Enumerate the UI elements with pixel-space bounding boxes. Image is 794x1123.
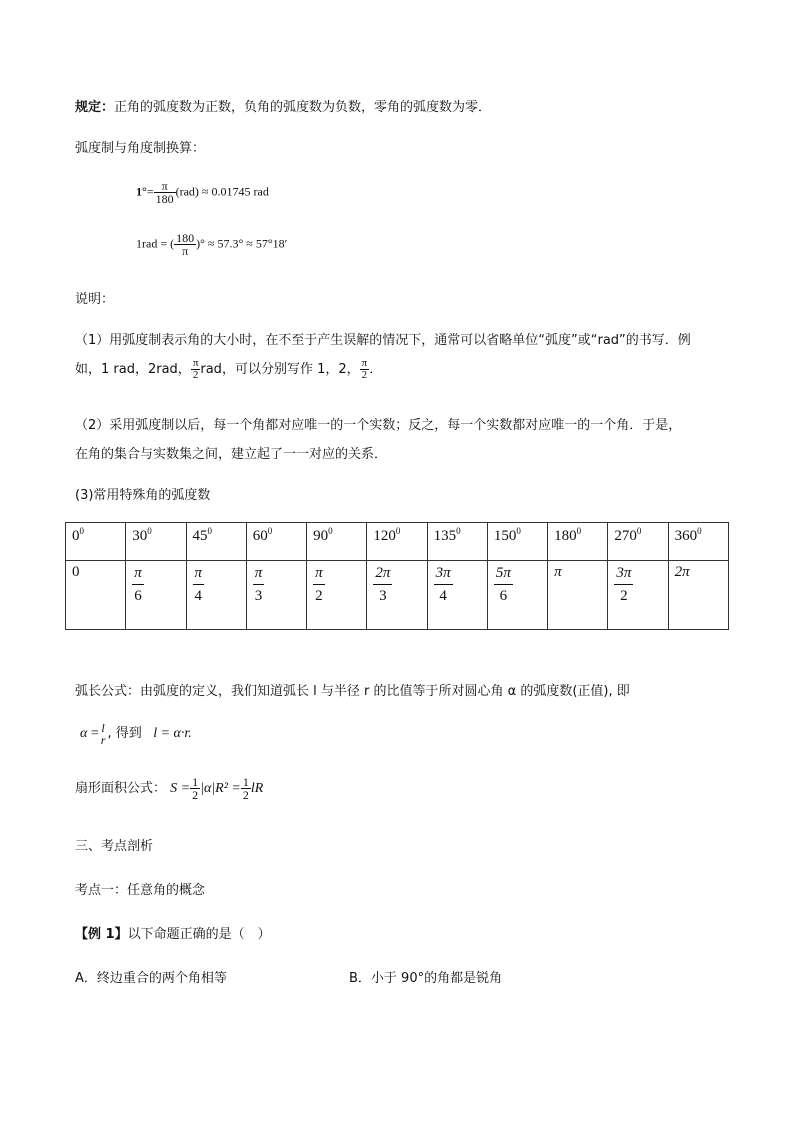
radian-cell xyxy=(548,561,608,630)
degree-superscript: 0 xyxy=(636,526,642,536)
section-title: 三、考点剖析 xyxy=(75,839,154,854)
degree-superscript: 0 xyxy=(456,526,461,536)
radian-fraction xyxy=(434,566,453,604)
special-angles-table xyxy=(65,522,729,630)
degree-superscript: 0 xyxy=(328,526,333,536)
radian-fraction xyxy=(193,566,205,604)
arc-alpha: α xyxy=(80,726,88,742)
sector-fraction-1-num: 1 xyxy=(192,775,199,789)
point-1-title: 考点一：任意角的概念 xyxy=(75,883,206,898)
arc-length-text: 弧长公式：由弧度的定义，我们知道弧长 l 与半径 r 的比值等于所对圆心角 α 的弧度数(正值), 即 xyxy=(75,684,630,699)
radian-numerator: 5π xyxy=(494,566,513,585)
radian-denominator: 6 xyxy=(134,588,142,604)
degree-cell xyxy=(487,523,547,561)
arc-fraction-den: r xyxy=(100,733,106,747)
note-3-title: (3)常用特殊角的弧度数 xyxy=(75,488,211,503)
rule-label: 规定： xyxy=(75,100,115,115)
radian-row xyxy=(66,561,729,630)
rule-line xyxy=(75,96,491,115)
notes-title: 说明： xyxy=(75,292,115,307)
degree-value: 270 xyxy=(614,528,637,544)
radian-cell xyxy=(608,561,668,630)
radian-cell xyxy=(668,561,728,630)
note-1-fraction-2-num: π xyxy=(361,357,368,369)
sector-fraction-2-den: 2 xyxy=(242,788,249,802)
example-1-label: 【例 1】 xyxy=(75,927,128,942)
degree-row xyxy=(66,523,729,561)
note-1-line-1: （1）用弧度制表示角的大小时，在不至于产生误解的情况下，通常可以省略单位“弧度”或“rad”的书写．例 xyxy=(75,333,691,348)
arc-mid: , 得到 xyxy=(107,726,142,742)
radian-denominator: 2 xyxy=(620,588,628,604)
example-1 xyxy=(75,923,271,942)
degree-superscript: 0 xyxy=(395,526,401,536)
radian-cell xyxy=(487,561,547,630)
formula-1-fraction xyxy=(154,180,176,205)
radian-fraction xyxy=(253,566,265,604)
note-1-text-c: ． xyxy=(369,362,383,377)
degree-superscript: 0 xyxy=(576,526,582,536)
arc-result: l = α·r. xyxy=(153,726,192,742)
option-b: B．小于 90°的角都是锐角 xyxy=(349,971,503,986)
degree-value: 120 xyxy=(373,528,396,544)
radian-cell xyxy=(367,561,427,630)
radian-denominator: 4 xyxy=(439,588,447,604)
degree-cell xyxy=(66,523,126,561)
formula-2-fraction xyxy=(174,232,196,257)
degree-cell xyxy=(608,523,668,561)
note-1-fraction-1-den: 2 xyxy=(192,369,199,381)
degree-value: 135 xyxy=(433,528,457,544)
formula-1-eq: = xyxy=(146,184,154,199)
degree-cell xyxy=(367,523,427,561)
conversion-formula-1 xyxy=(136,180,269,205)
degree-cell xyxy=(427,523,487,561)
degree-value: 360 xyxy=(674,528,698,544)
formula-1-den: 180 xyxy=(155,192,174,206)
radian-numerator: π xyxy=(193,566,205,585)
formula-2-rest: )° ≈ 57.3° ≈ 57°18′ xyxy=(196,236,288,251)
radian-numerator: π xyxy=(313,566,325,585)
degree-cell xyxy=(668,523,728,561)
sector-fraction-1-den: 2 xyxy=(192,788,199,802)
degree-superscript: 0 xyxy=(516,526,521,536)
formula-1-num: π xyxy=(154,180,176,193)
note-1-text-b: rad，可以分别写作 1，2， xyxy=(200,362,360,377)
radian-cell xyxy=(246,561,306,630)
degree-superscript: 0 xyxy=(267,526,273,536)
degree-value: 30 xyxy=(132,528,148,544)
radian-numerator: 3π xyxy=(434,566,453,585)
note-1-fraction-1 xyxy=(191,358,201,381)
degree-value: 90 xyxy=(313,528,329,544)
degree-cell xyxy=(246,523,306,561)
sector-fraction-2-num: 1 xyxy=(242,775,249,789)
degree-superscript: 0 xyxy=(697,526,702,536)
formula-2-den: π xyxy=(182,244,189,258)
radian-cell xyxy=(307,561,367,630)
radian-fraction xyxy=(494,566,513,604)
radian-cell xyxy=(126,561,186,630)
degree-cell xyxy=(307,523,367,561)
radian-denominator: 4 xyxy=(194,588,203,604)
note-1-fraction-2 xyxy=(360,358,370,381)
arc-eq: = xyxy=(90,726,99,742)
radian-value: 0 xyxy=(72,564,80,580)
arc-fraction-num: l xyxy=(101,721,105,735)
degree-value: 45 xyxy=(192,528,208,544)
formula-2-num: 180 xyxy=(176,231,195,245)
radian-fraction xyxy=(614,566,633,604)
degree-value: 150 xyxy=(493,528,517,544)
degree-value: 180 xyxy=(554,528,577,544)
sector-end: lR xyxy=(250,781,264,796)
radian-denominator: 3 xyxy=(254,588,263,604)
rule-text: 正角的弧度数为正数，负角的弧度数为负数，零角的弧度数为零． xyxy=(114,100,492,115)
radian-cell xyxy=(66,561,126,630)
sector-mid: |α|R² = xyxy=(200,781,241,796)
sector-fraction-2 xyxy=(241,776,251,801)
note-2-line-2: 在角的集合与实数集之间，建立起了一一对应的关系． xyxy=(75,447,388,462)
sector-label: 扇形面积公式： xyxy=(75,781,167,796)
radian-value: π xyxy=(554,564,562,580)
note-1-fraction-1-num: π xyxy=(192,357,199,369)
radian-numerator: π xyxy=(253,566,265,585)
degree-superscript: 0 xyxy=(207,526,213,536)
degree-value: 60 xyxy=(252,528,268,544)
radian-denominator: 2 xyxy=(315,588,323,604)
note-1-line-2 xyxy=(75,358,382,381)
degree-cell xyxy=(186,523,246,561)
formula-2-lhs: 1rad = ( xyxy=(136,236,175,251)
radian-numerator: 2π xyxy=(373,566,392,585)
degree-cell xyxy=(126,523,186,561)
radian-numerator: 3π xyxy=(614,566,633,585)
arc-length-formula xyxy=(80,722,192,746)
conversion-formula-2 xyxy=(136,232,287,257)
sector-s: S = xyxy=(170,781,191,796)
radian-numerator: π xyxy=(132,566,144,585)
radian-cell xyxy=(427,561,487,630)
option-a: A．终边重合的两个角相等 xyxy=(75,971,227,986)
conversion-title: 弧度制与角度制换算： xyxy=(75,141,206,156)
note-1-fraction-2-den: 2 xyxy=(361,369,368,381)
formula-1-rest: (rad) ≈ 0.01745 rad xyxy=(175,184,269,199)
sector-fraction-1 xyxy=(190,776,200,801)
radian-fraction xyxy=(313,566,325,604)
degree-value: 0 xyxy=(72,528,80,544)
sector-area-line xyxy=(75,776,263,801)
degree-cell xyxy=(548,523,608,561)
degree-superscript: 0 xyxy=(147,526,152,536)
radian-denominator: 6 xyxy=(499,588,508,604)
example-1-text: 以下命题正确的是（ ） xyxy=(127,927,271,942)
formula-1-lhs: 1° xyxy=(136,184,147,199)
radian-denominator: 3 xyxy=(379,588,387,604)
note-1-text-a: 如，1 rad，2rad， xyxy=(75,362,191,377)
radian-cell xyxy=(186,561,246,630)
radian-fraction xyxy=(373,566,392,604)
degree-superscript: 0 xyxy=(79,526,84,536)
note-2-line-1: （2）采用弧度制以后，每一个角都对应唯一的一个实数；反之，每一个实数都对应唯一的一个角．于是， xyxy=(75,418,682,433)
radian-value: 2π xyxy=(674,564,690,580)
radian-fraction xyxy=(132,566,144,604)
